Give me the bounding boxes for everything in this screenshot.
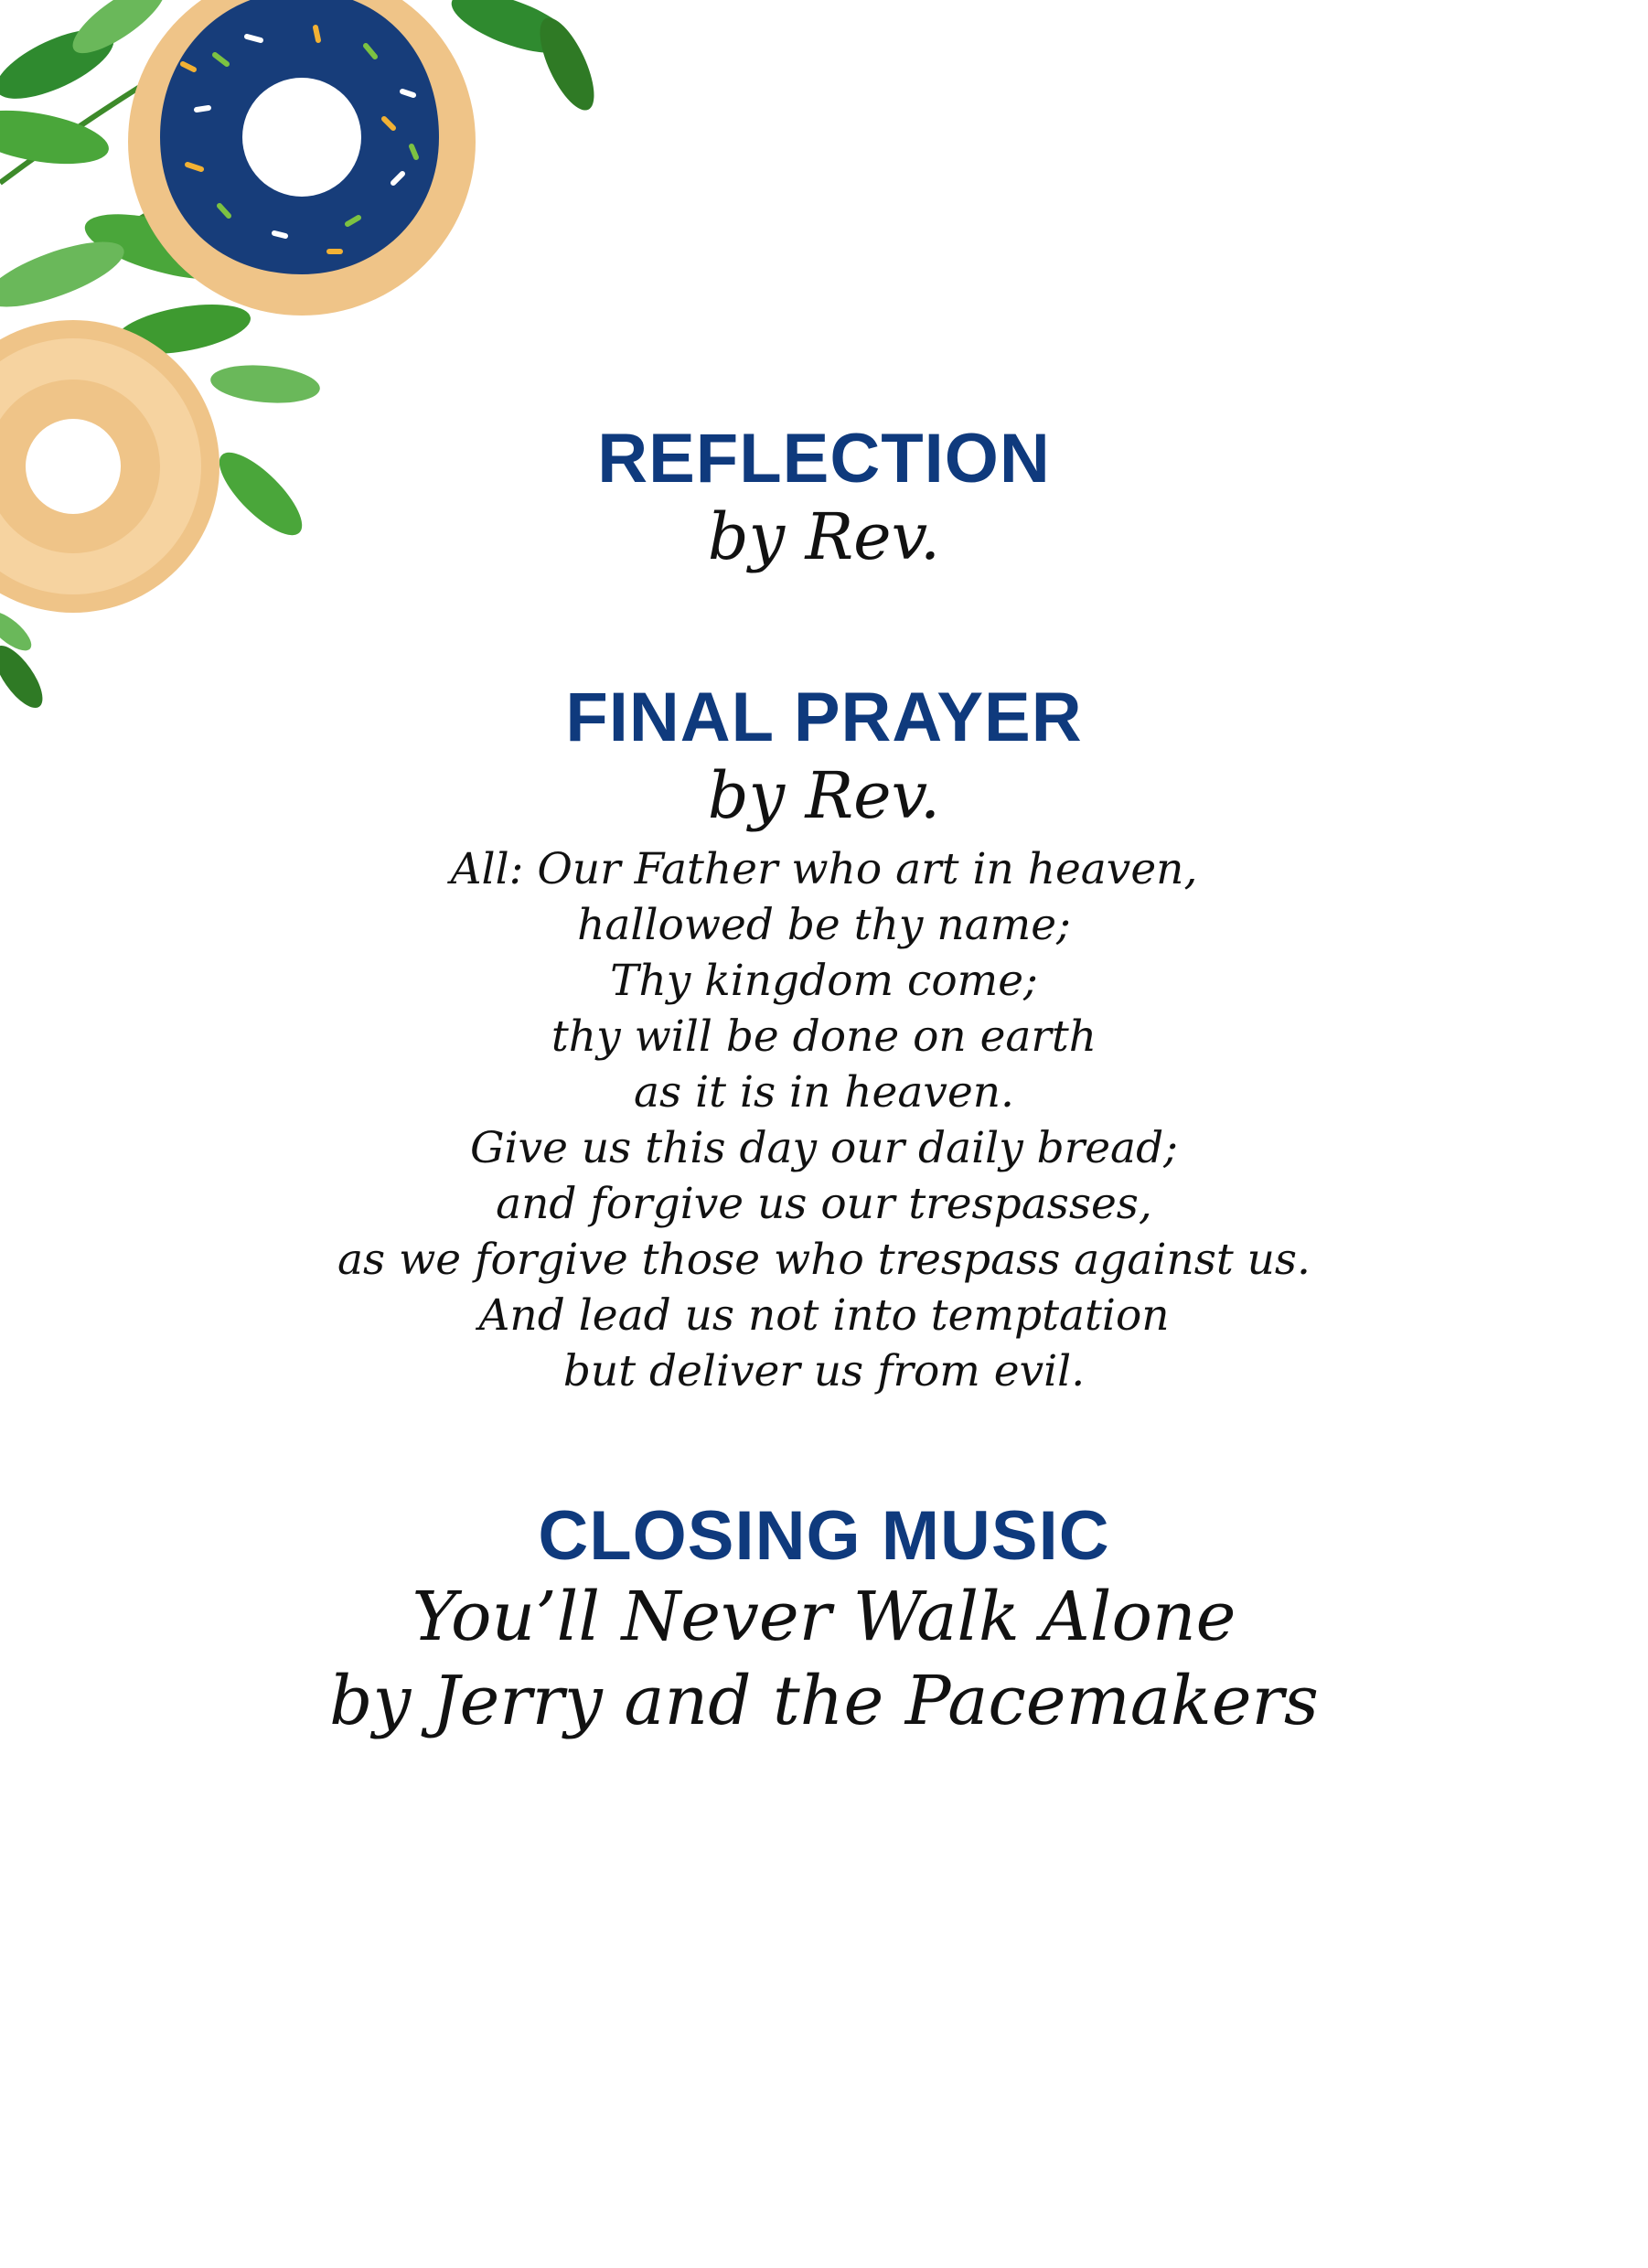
prayer-line: Thy kingdom come; [610,956,1038,1007]
final-prayer-heading: FINAL PRAYER [565,679,1083,757]
final-prayer-byline: by Rev. [707,757,941,833]
prayer-line: Give us this day our daily bread; [469,1123,1178,1174]
prayer-line: hallowed be thy name; [577,900,1071,951]
song-title: You’ll Never Walk Alone [412,1577,1236,1656]
reflection-heading: REFLECTION [597,420,1051,497]
prayer-line: as it is in heaven. [634,1067,1014,1118]
prayer-line: but deliver us from evil. [562,1346,1086,1397]
prayer-line: thy will be done on earth [551,1011,1097,1063]
order-of-service [0,421,1648,1743]
closing-music-section [0,1498,1648,1743]
prayer-line: as we forgive those who trespass against us. [337,1235,1311,1286]
prayer-line: and forgive us our trespasses, [496,1179,1152,1230]
lords-prayer-text [0,841,1648,1399]
prayer-line: And lead us not into temptation [478,1290,1170,1342]
final-prayer-section [0,679,1648,1399]
reflection-byline: by Rev. [707,498,941,574]
reflection-section [0,421,1648,577]
song-artist: by Jerry and the Pacemakers [329,1661,1319,1740]
prayer-line: All: Our Father who art in heaven, [450,844,1198,895]
closing-music-heading: CLOSING MUSIC [538,1497,1110,1576]
